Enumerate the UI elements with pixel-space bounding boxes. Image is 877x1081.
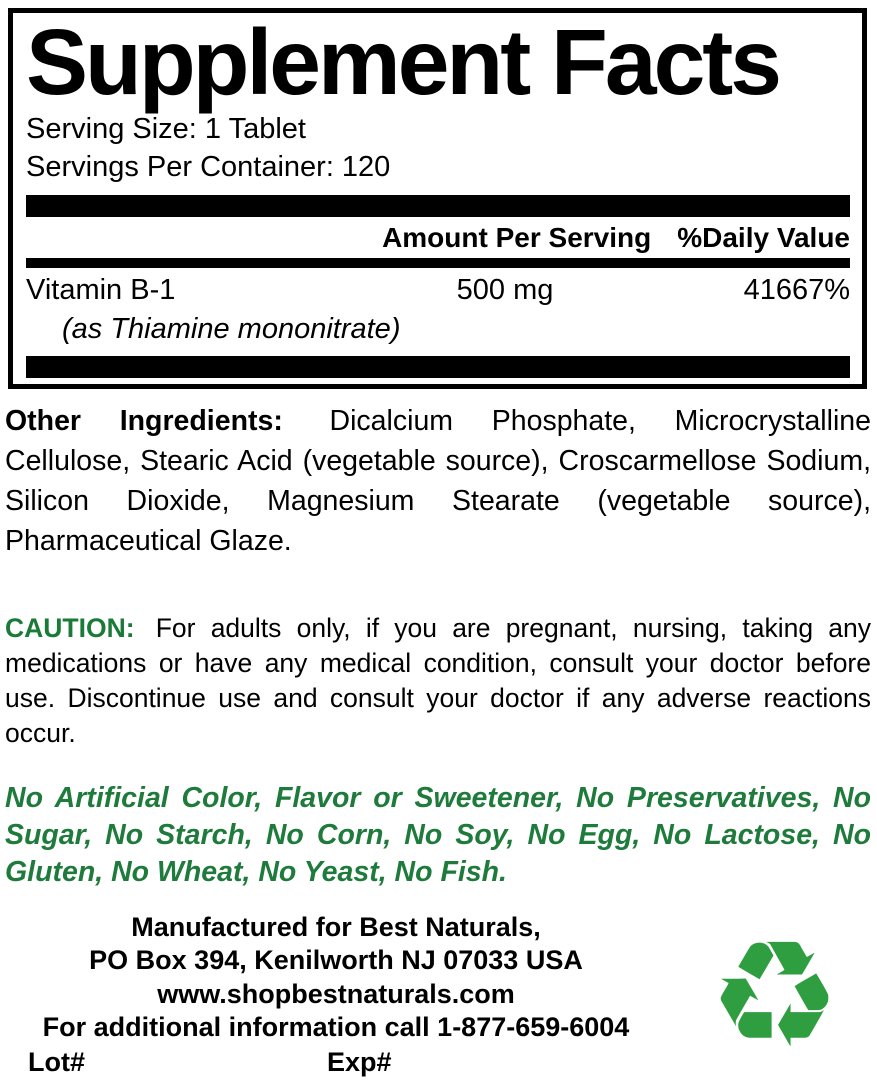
nutrient-daily-value: 41667% [743, 273, 850, 306]
other-ingredients-label: Other Ingredients: [5, 404, 283, 437]
table-header-row [26, 217, 850, 258]
servings-per-container: Servings Per Container: 120 [26, 150, 391, 183]
footer-icon-block [672, 911, 877, 1080]
nutrient-amount: 500 mg [456, 273, 554, 306]
footer [0, 911, 877, 1080]
caution [5, 611, 871, 751]
caution-text: For adults only, if you are pregnant, nursing, taking any medications or have any medical condition, consult your doctor before use. Discontinue use and consult your doctor if any adverse reactions occur. [5, 612, 871, 748]
divider-bar-bottom [26, 356, 850, 378]
supplement-facts-title: Supplement Facts [26, 10, 779, 114]
lot-exp-line [0, 1046, 672, 1080]
address-line: PO Box 394, Kenilworth NJ 07033 USA [89, 945, 583, 976]
column-header-daily-value: %Daily Value [677, 221, 850, 253]
serving-size: Serving Size: 1 Tablet [26, 112, 306, 145]
nutrient-row [26, 268, 850, 305]
supplement-facts-box [8, 8, 867, 389]
column-header-amount-per-serving: Amount Per Serving [382, 221, 652, 253]
divider-bar-middle [26, 258, 850, 268]
supplement-label [0, 8, 877, 1079]
divider-bar-top [26, 195, 850, 217]
other-ingredients-text: Dicalcium Phosphate, Microcrystalline Cellulose, Stearic Acid (vegetable source), Croscarmellose Sodium, Silicon Dioxide, Magnesium Stearate (vegetable source), Pharmaceutical Glaze. [5, 404, 871, 557]
footer-text-block [0, 911, 672, 1080]
nutrient-source: (as Thiamine mononitrate) [62, 312, 401, 345]
website-line: www.shopbestnaturals.com [157, 978, 515, 1009]
phone-line: For additional information call 1-877-659-6004 [42, 1012, 630, 1043]
allergen-free-claims: No Artificial Color, Flavor or Sweetener, No Preservatives, No Sugar, No Starch, No Corn, No Soy, No Egg, No Lactose, No Gluten, No Wheat, No Yeast, No Fish. [5, 781, 871, 888]
manufacturer-line: Manufactured for Best Naturals, [131, 911, 541, 942]
exp-label: Exp# [327, 1046, 392, 1077]
caution-label: CAUTION: [5, 612, 135, 643]
lot-label: Lot# [28, 1046, 85, 1077]
nutrient-name: Vitamin B-1 [26, 273, 176, 306]
other-ingredients [5, 401, 871, 561]
recycle-icon: ♻ [708, 909, 841, 1081]
